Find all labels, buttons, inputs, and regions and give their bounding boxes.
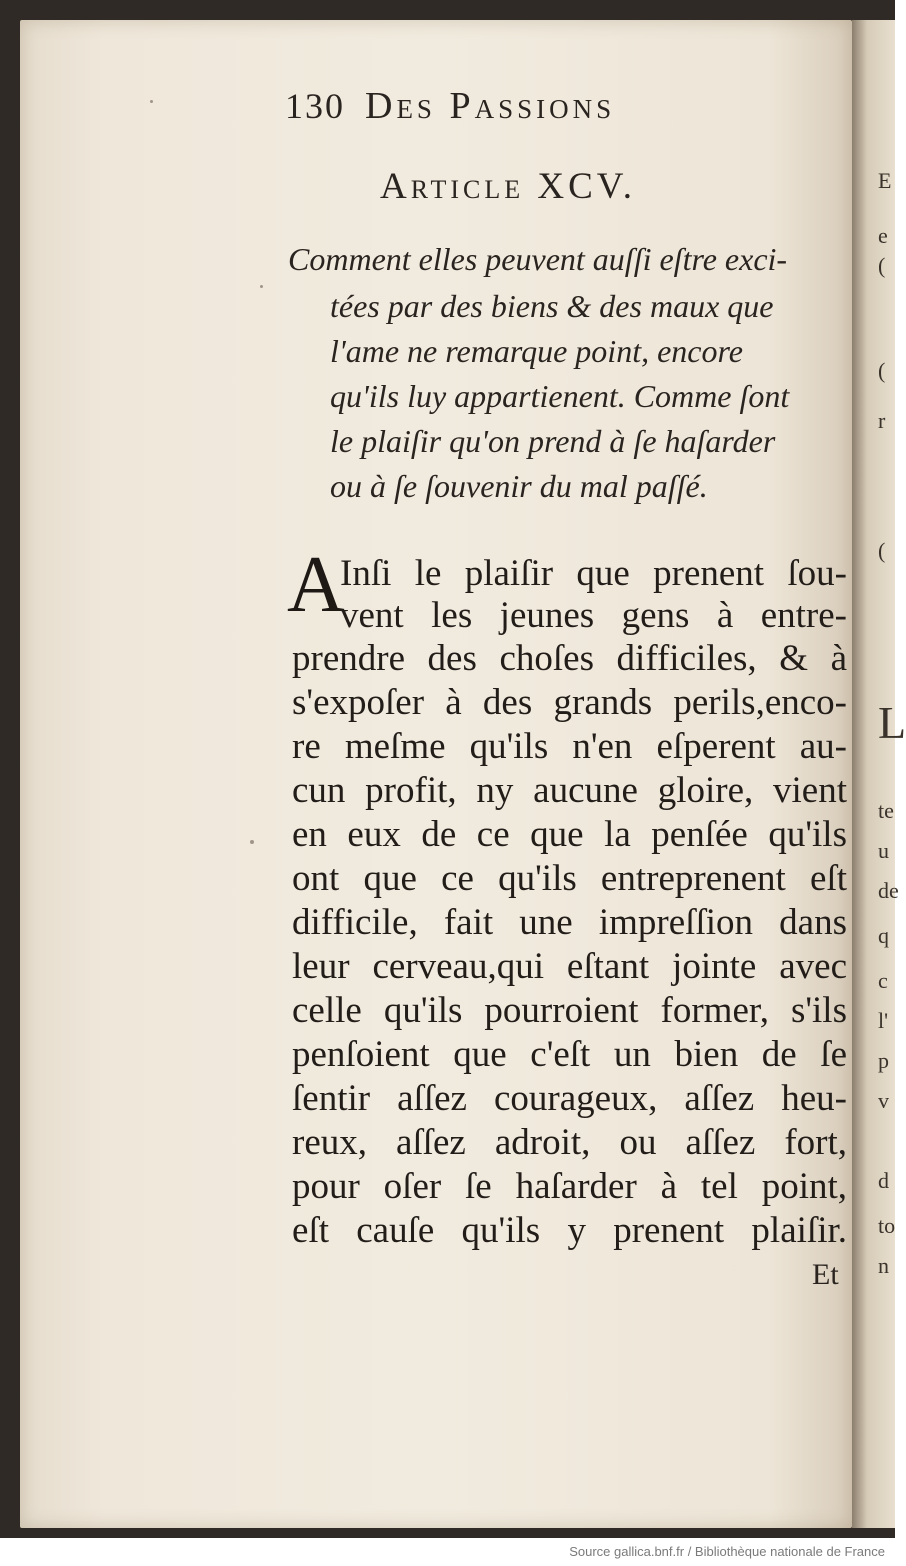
facing-page-fragment: c — [878, 968, 888, 993]
body-line: pour oſer ſe haſarder à tel point, — [292, 1166, 847, 1207]
facing-page-fragment: to — [878, 1213, 896, 1238]
footer — [0, 1538, 895, 1566]
body-line: en eux de ce que la penſée qu'ils — [292, 814, 847, 855]
facing-page-fragment: te — [878, 798, 894, 823]
summary-line: qu'ils luy appartienent. Comme ſont — [330, 378, 790, 414]
summary-line: Comment elles peuvent auſſi eſtre exci- — [288, 241, 788, 277]
facing-page-fragment: p — [878, 1048, 889, 1073]
body-line: re meſme qu'ils n'en eſperent au- — [292, 726, 847, 767]
facing-page-fragment: ( — [878, 538, 886, 563]
facing-page-edge — [852, 20, 906, 1528]
facing-page-fragment: r — [878, 408, 886, 433]
summary-line: l'ame ne remarque point, encore — [330, 333, 743, 369]
body-line: cun profit, ny aucune gloire, vient — [292, 770, 847, 811]
body-line: vent les jeunes gens à entre- — [340, 595, 847, 636]
body-line: eſt cauſe qu'ils y prenent plaiſir. — [292, 1210, 847, 1251]
facing-page-fragment: d — [878, 1168, 889, 1193]
body-line: difficile, fait une impreſſion dans — [292, 902, 847, 943]
running-title: Des Passions — [365, 85, 616, 127]
summary-line: ou à ſe ſouvenir du mal paſſé. — [330, 468, 708, 504]
body-line: ſentir aſſez courageux, aſſez heu- — [292, 1078, 847, 1119]
body-line: reux, aſſez adroit, ou aſſez fort, — [292, 1122, 847, 1163]
article-heading: Article XCV. — [380, 166, 636, 207]
facing-page-fragment: de — [878, 878, 899, 903]
paper-speck — [150, 100, 153, 103]
page-number: 130 — [285, 86, 345, 126]
body-line: ont que ce qu'ils entreprenent eſt — [292, 858, 847, 899]
facing-page-fragment: q — [878, 923, 889, 948]
summary-line: le plaiſir qu'on prend à ſe haſarder — [330, 423, 776, 459]
facing-page-fragment: ( — [878, 253, 886, 278]
running-head — [285, 84, 755, 128]
body-line: Inſi le plaiſir que prenent ſou- — [340, 553, 847, 594]
facing-page-fragment: ( — [878, 358, 886, 383]
facing-page-fragment: L — [878, 697, 906, 748]
source-credit: Source gallica.bnf.fr / Bibliothèque nationale de France — [569, 1544, 885, 1559]
body-line: s'expoſer à des grands perils,enco- — [292, 682, 847, 723]
body-line: leur cerveau,qui eſtant jointe avec — [292, 946, 847, 987]
body-line: penſoient que c'eſt un bien de ſe — [292, 1034, 847, 1075]
facing-page-fragment: E — [878, 168, 892, 193]
facing-page-fragment: n — [878, 1253, 889, 1278]
drop-cap: A — [287, 541, 345, 629]
summary-line: tées par des biens & des maux que — [330, 288, 774, 324]
paper-speck — [260, 285, 263, 288]
paper-speck — [250, 840, 254, 844]
facing-page-fragment: e — [878, 223, 888, 248]
facing-page-fragment: u — [878, 838, 889, 863]
body-line: celle qu'ils pourroient former, s'ils — [292, 990, 847, 1031]
facing-page-fragment: l' — [878, 1008, 889, 1033]
catchword: Et — [812, 1258, 839, 1291]
body-line: prendre des choſes difficiles, & à — [292, 638, 847, 679]
facing-page-fragment: v — [878, 1088, 889, 1113]
